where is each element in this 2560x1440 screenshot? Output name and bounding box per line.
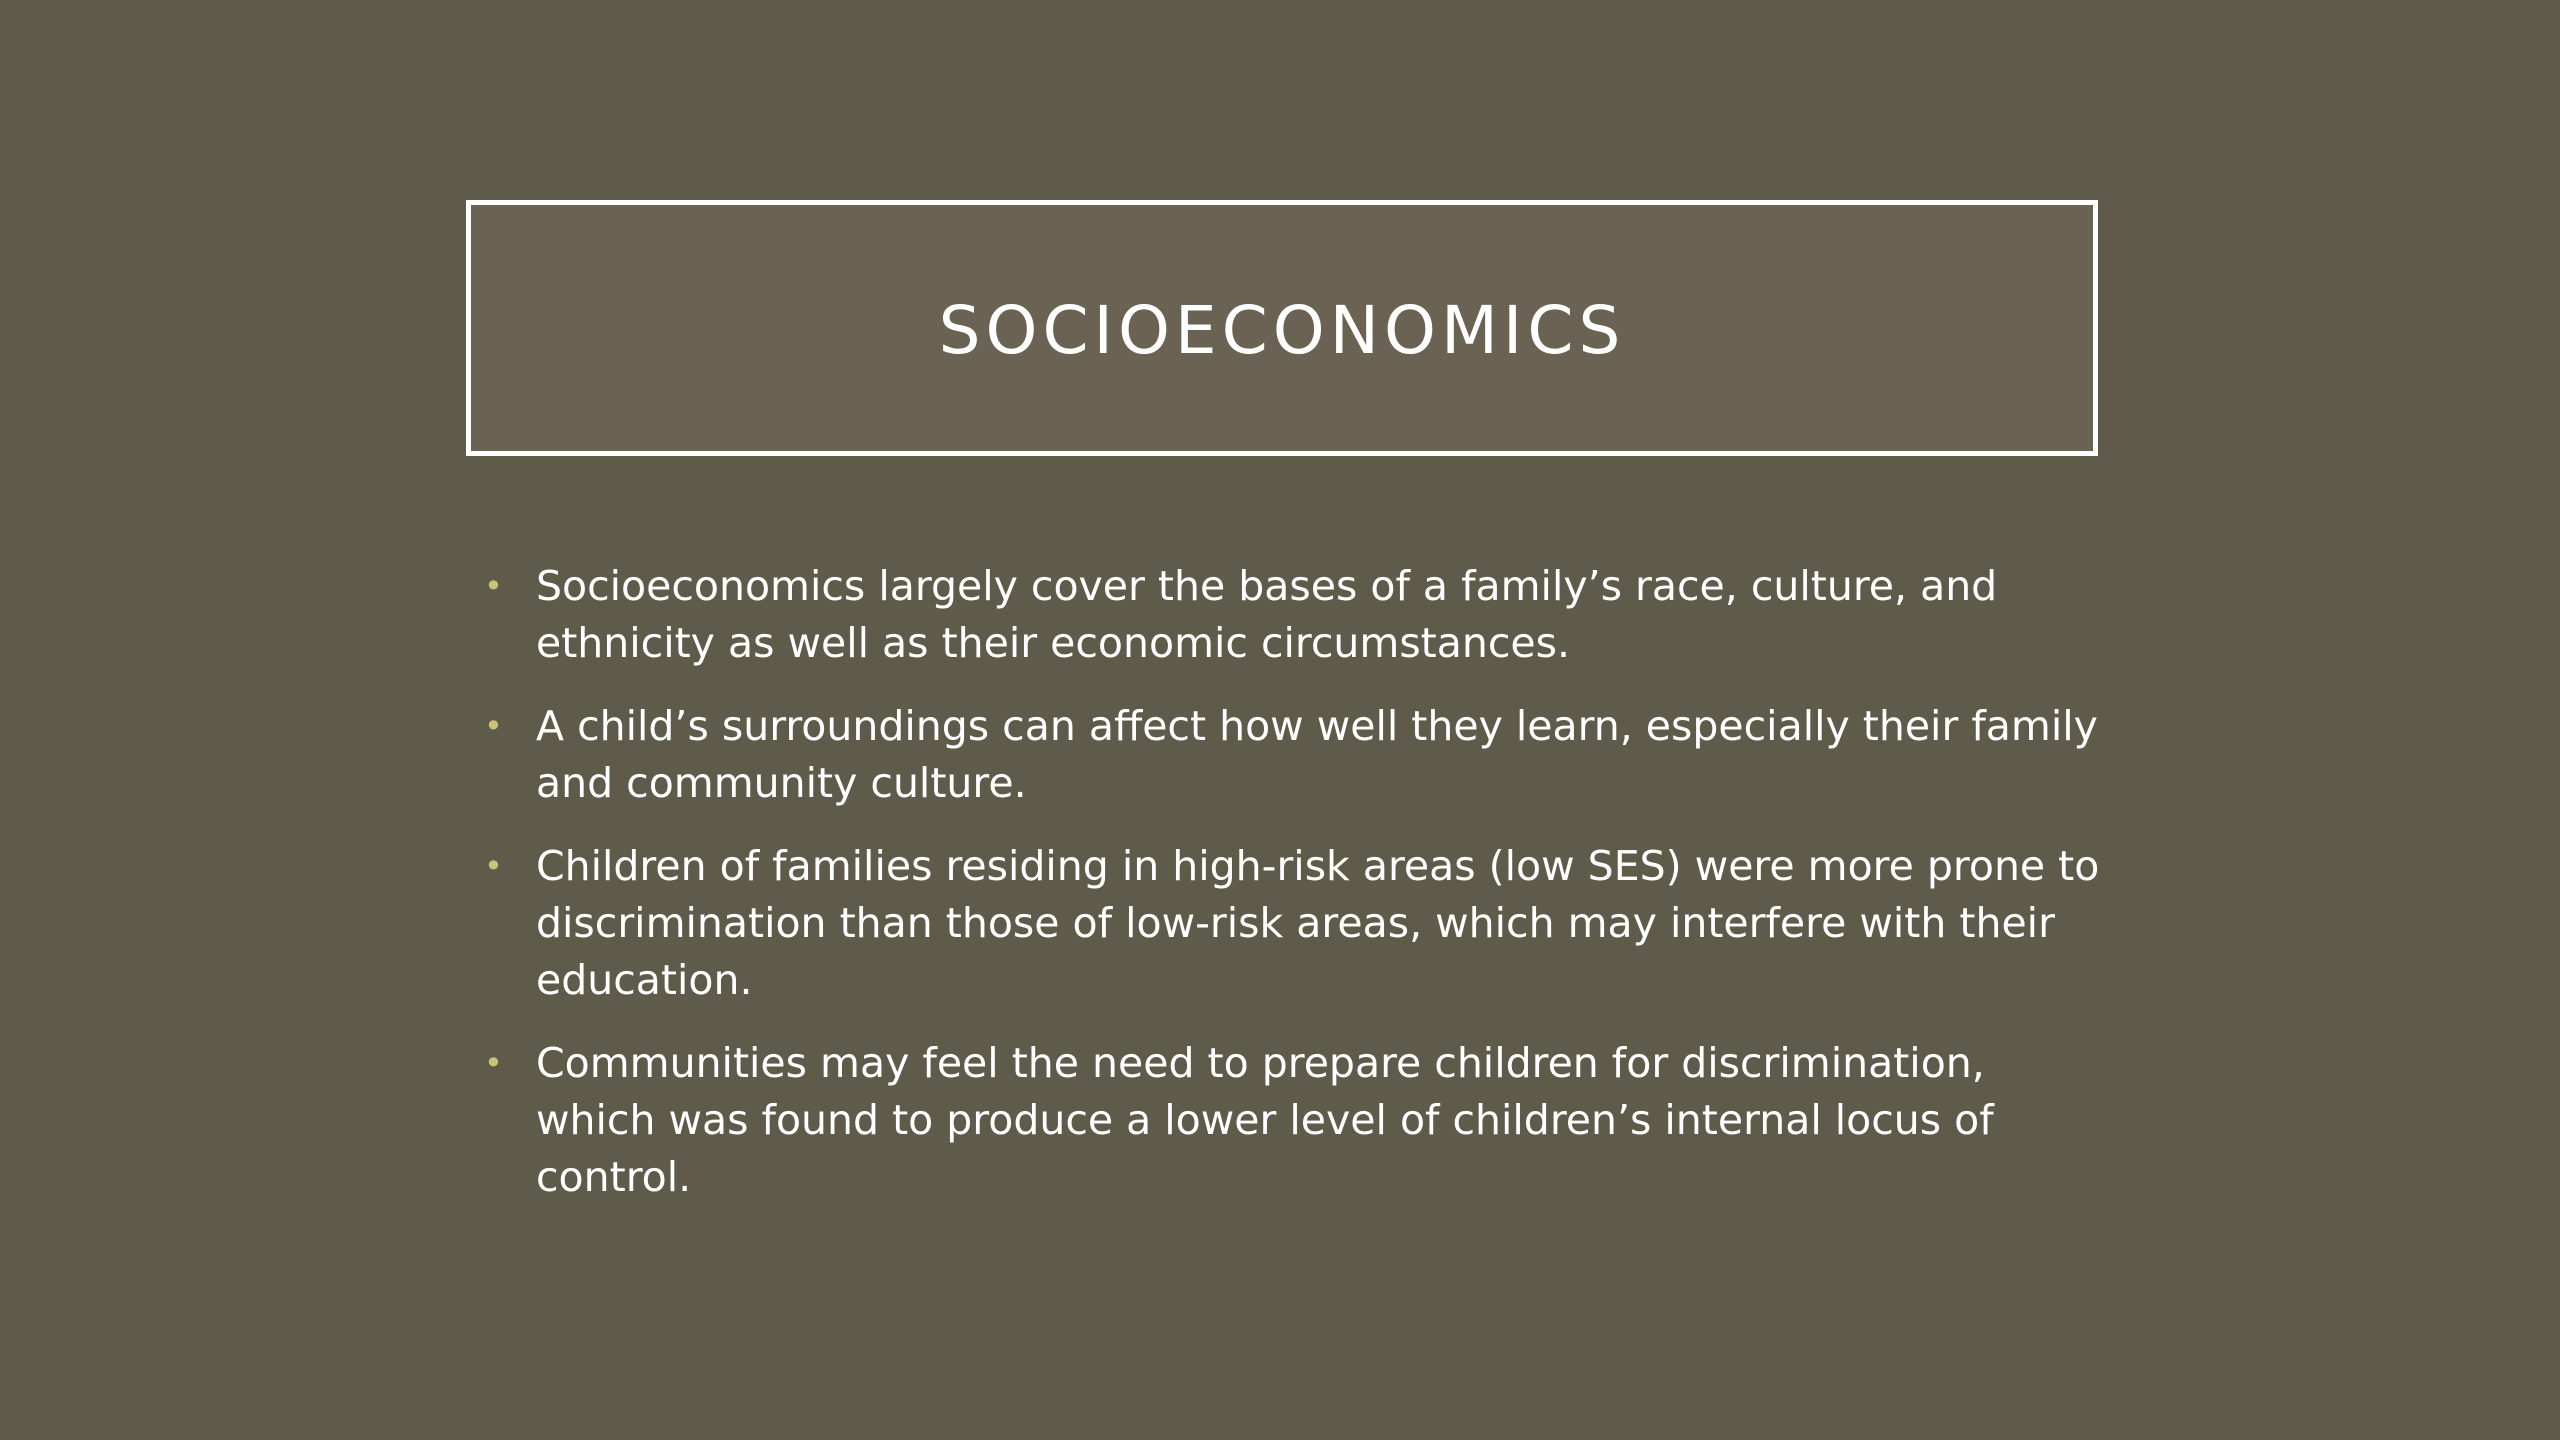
list-item (480, 838, 2100, 1009)
bullet-icon: • (484, 847, 503, 885)
bullet-icon: • (484, 1044, 503, 1082)
bullet-text: A child’s surroundings can affect how well they learn, especially their family and community culture. (536, 702, 2098, 807)
bullet-text: Socioeconomics largely cover the bases of a family’s race, culture, and ethnicity as well as their economic circumstances. (536, 562, 1998, 667)
bullet-icon: • (484, 567, 503, 605)
bullet-list (480, 558, 2100, 1232)
list-item (480, 1035, 2100, 1206)
list-item (480, 558, 2100, 672)
bullet-icon: • (484, 707, 503, 745)
list-item (480, 698, 2100, 812)
title-box (466, 200, 2098, 456)
bullet-text: Communities may feel the need to prepare children for discrimination, which was found to produce a lower level of children’s internal locus of control. (536, 1039, 1994, 1201)
slide-title: SOCIOECONOMICS (938, 291, 1626, 369)
bullet-text: Children of families residing in high-risk areas (low SES) were more prone to discrimination than those of low-risk areas, which may interfere with their education. (536, 842, 2100, 1004)
